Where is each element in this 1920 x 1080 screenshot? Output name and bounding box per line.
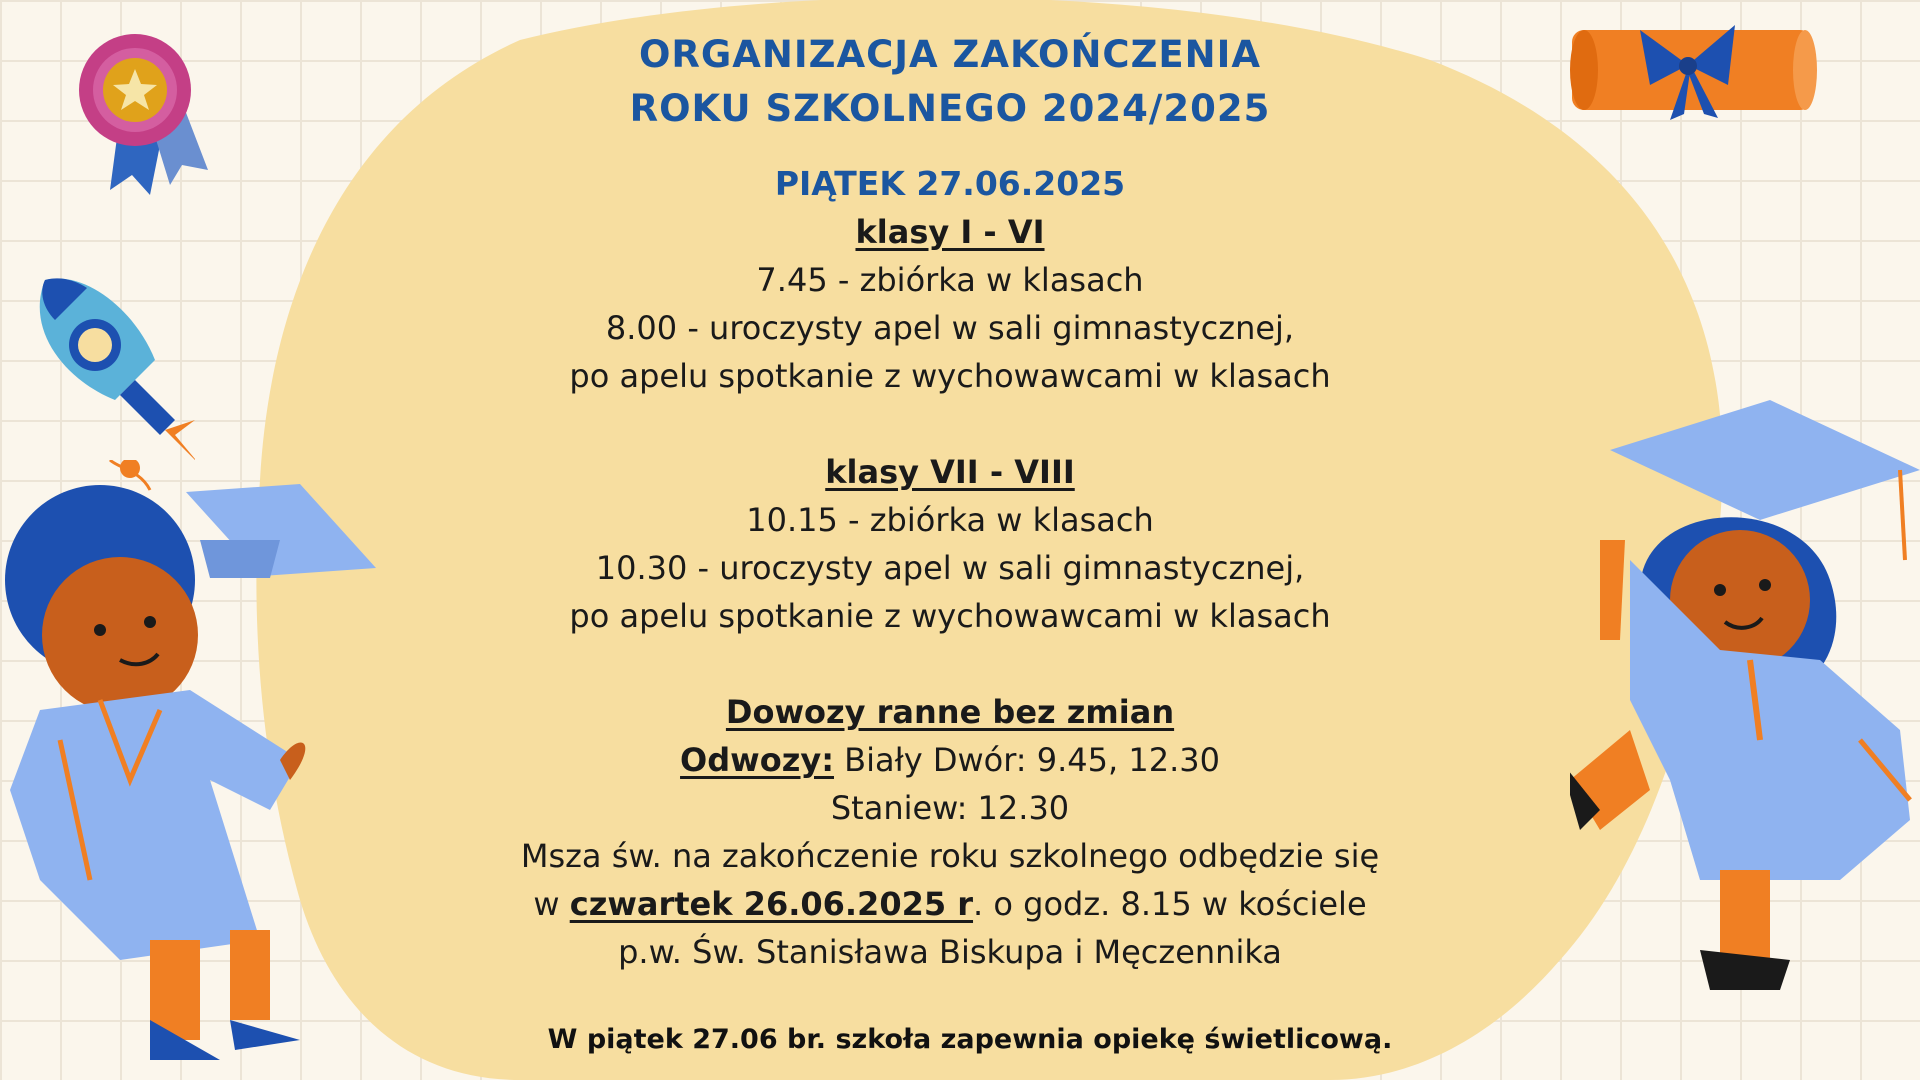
mass-prefix: w (533, 885, 570, 923)
group1-line: 7.45 - zbiórka w klasach (756, 261, 1144, 299)
medal-icon (70, 25, 230, 200)
return-transport-line2: Staniew: 12.30 (830, 789, 1070, 827)
date-heading: PIĄTEK 27.06.2025 (774, 164, 1126, 203)
graduate-boy-illustration (0, 460, 400, 1080)
page-title-line1: ORGANIZACJA ZAKOŃCZENIA (638, 33, 1262, 76)
mass-line3: p.w. Św. Stanisława Biskupa i Męczennika (618, 933, 1282, 971)
group2-heading: klasy VII - VIII (825, 453, 1075, 491)
rocket-icon (25, 270, 195, 470)
group1-line: po apelu spotkanie z wychowawcami w klasach (569, 357, 1331, 395)
spacer (440, 640, 1460, 688)
return-transport-label: Odwozy: (680, 741, 834, 779)
footer-note: W piątek 27.06 br. szkoła zapewnia opiekę świetlicową. (547, 1024, 1393, 1055)
diploma-scroll-icon (1560, 10, 1830, 130)
spacer (440, 400, 1460, 448)
morning-transport-heading: Dowozy ranne bez zmian (725, 693, 1175, 731)
mass-suffix: . o godz. 8.15 w kościele (973, 885, 1367, 923)
announcement-content (440, 28, 1460, 976)
group1-heading: klasy I - VI (855, 213, 1045, 251)
mass-date: czwartek 26.06.2025 r (569, 885, 974, 923)
group2-line: po apelu spotkanie z wychowawcami w klasach (569, 597, 1331, 635)
mass-line1: Msza św. na zakończenie roku szkolnego odbędzie się (520, 837, 1380, 875)
group2-line: 10.15 - zbiórka w klasach (746, 501, 1154, 539)
group1-line: 8.00 - uroczysty apel w sali gimnastycznej, (605, 309, 1295, 347)
return-transport-line (440, 736, 1460, 784)
graduate-girl-illustration (1570, 400, 1920, 1020)
page-title-line2: ROKU SZKOLNEGO 2024/2025 (629, 87, 1271, 130)
return-transport-times: Biały Dwór: 9.45, 12.30 (833, 741, 1220, 779)
group2-line: 10.30 - uroczysty apel w sali gimnastycznej, (595, 549, 1305, 587)
mass-line2 (440, 880, 1460, 928)
